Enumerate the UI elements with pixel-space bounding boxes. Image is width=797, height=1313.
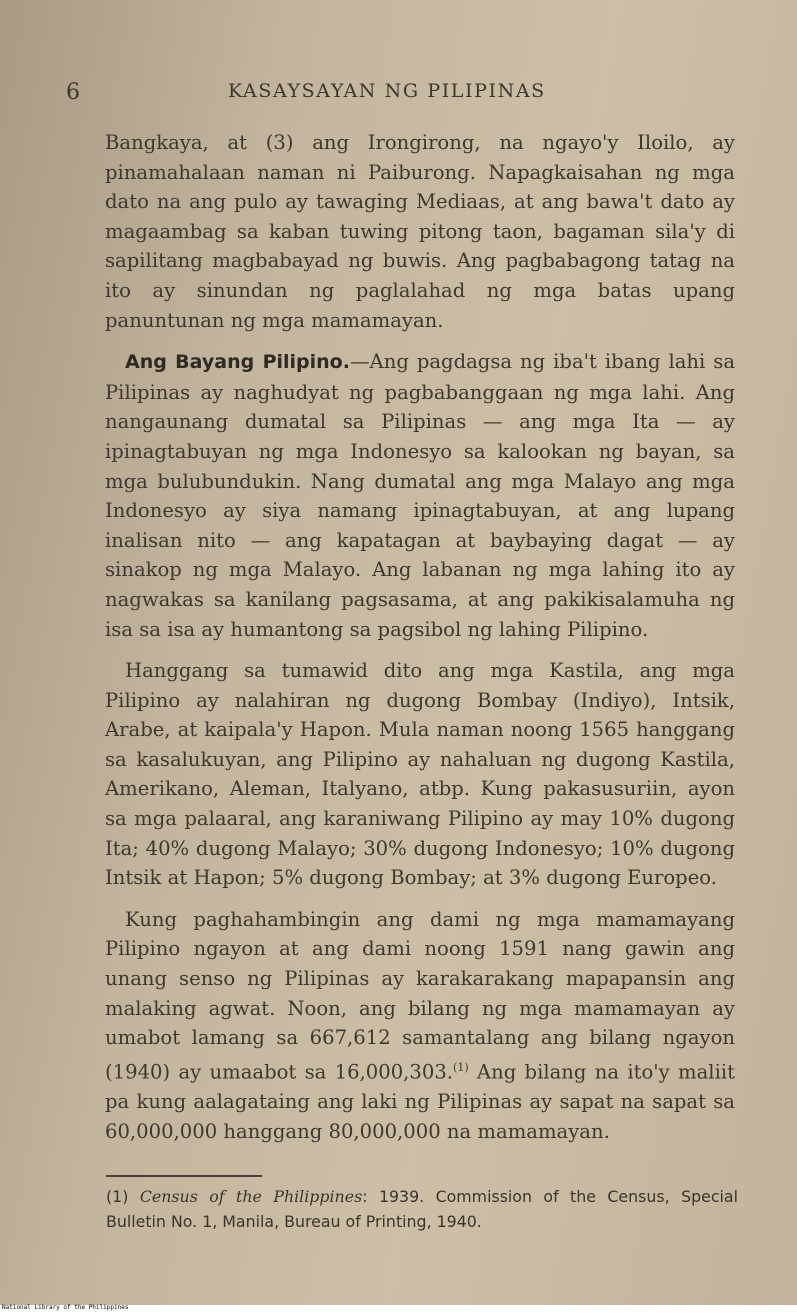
running-title: KASAYSAYAN NG PILIPINAS [228,80,546,102]
paragraph-ang-bayang-pilipino [105,347,735,644]
page-header [60,78,737,106]
section-dash: — [349,350,370,374]
library-credit: National Library of the Philippines [2,1304,129,1311]
page-number: 6 [66,80,80,105]
footnote-marker: (1) [106,1187,129,1206]
footnote-text: : 1939. Commission of the Census, Special Bulletin No. 1, Manila, Bureau of Printing, 1940. [106,1187,739,1231]
footnote-source: Census of the Philippines [139,1187,363,1206]
paragraph-continuation: Bangkaya, at (3) ang Irongirong, na ngayo'y Iloilo, ay pinamahalaan naman ni Paiburong. Napagkaisahan ng mga dato na ang pulo ay tawaging Mediaas, at ang bawa't dato ay magaambag sa kaban tuwing pitong taon, bagaman sila'y di sapilitang magbabayad ng buwis. Ang pagbabagong tatag na ito ay sinundan ng paglalahad ng mga batas upang panuntunan ng mga mamamayan. [105,131,735,332]
footnote [106,1184,738,1234]
paragraph-text: Ang pagdagsa ng iba't ibang lahi sa Pilipinas ay naghudyat ng pagbabanggaan ng mga lahi. Ang nangaunang dumatal sa Pilipinas — ang mga Ita — ay ipinagtabuyan ng mga Indonesyo sa kalookan ng bayan, sa mga bulubundukin. Nang dumatal ang mga Malayo ang mga Indonesyo ay siya namang ipinagtabuyan, at ang lupang inalisan nito — ang kapatagan at baybaying dagat — ay sinakop ng mga Malayo. Ang labanan ng mga lahing ito ay nagwakas sa kanilang pagsasama, at ang pakikisalamuha ng isa sa isa ay humantong sa pagsibol ng lahing Pilipino. [105,350,735,641]
paragraph-population [105,905,735,1146]
paragraph-text-end: Ang bilang na ito'y maliit pa kung aalagataing ang laki ng Pilipinas ay sapat na sapat sa 60,000,000 hanggang 80,000,000 na mamamayan. [105,1060,735,1143]
library-credit-strip [0,1305,797,1313]
paragraph-lineage: Hanggang sa tumawid dito ang mga Kastila, ang mga Pilipino ay nalahiran ng dugong Bombay (Indiyo), Intsik, Arabe, at kaipala'y Hapon. Mula naman noong 1565 hanggang sa kasalukuyan, ang Pilipino ay nahaluan ng dugong Kastila, Amerikano, Aleman, Italyano, atbp. Kung pakasusuriin, ayon sa mga palaaral, ang karaniwang Pilipino ay may 10% dugong Ita; 40% dugong Malayo; 30% dugong Indonesyo; 10% dugong Intsik at Hapon; 5% dugong Bombay; at 3% dugong Europeo. [105,659,735,890]
footnote-divider [106,1175,262,1177]
footnote-reference: (1) [453,1060,469,1074]
body-text [105,128,735,1146]
section-title: Ang Bayang Pilipino. [125,351,350,374]
paragraph-text: Kung paghahambingin ang dami ng mga mamamayang Pilipino ngayon at ang dami noong 1591 nang gawin ang unang senso ng Pilipinas ay karakarakang mapapansin ang malaking agwat. Noon, ang bilang ng mga mamamayan ay umabot lamang sa 667,612 samantalang ang bilang ngayon (1940) ay umaabot sa 16,000,303. [105,907,735,1084]
